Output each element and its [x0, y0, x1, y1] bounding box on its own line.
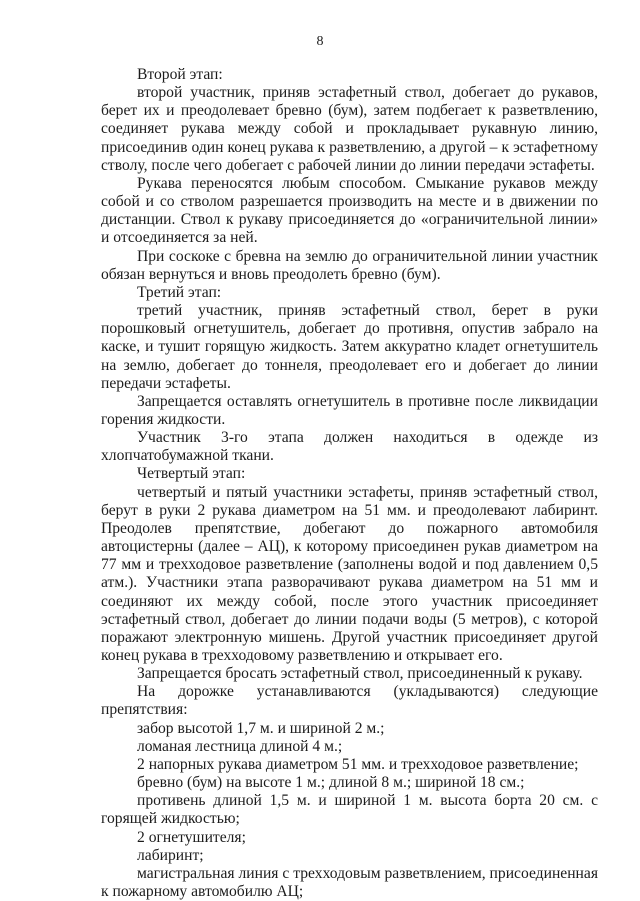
list-item-beam: бревно (бум) на высоте 1 м.; длиной 8 м.; шириной 18 см.; [137, 774, 525, 792]
paragraph-extinguisher-rule: Запрещается оставлять огнетушитель в противне после ликвидации горения жидкости. [101, 392, 598, 428]
list-item-labyrinth: лабиринт; [137, 846, 204, 864]
paragraph-stage-three-description: третий участник, приняв эстафетный ствол, берет в руки порошковый огнетушитель, добегает до противня, опустив забрало на каске, и тушит горящую жидкость. Затем аккуратно кладет огнетушитель на землю, добегает до тоннеля, преодолевает его и добегает до линии передачи эстафеты. [101, 302, 598, 392]
list-item-main-line: магистральная линия с трехходовым разветвлением, присоединенная к пожарному автомобилю АЦ; [101, 864, 598, 901]
list-item-hoses: 2 напорных рукава диаметром 51 мм. и трехходовое разветвление; [137, 755, 579, 773]
page-number: 8 [316, 34, 324, 49]
paragraph-stage-two-description: второй участник, приняв эстафетный ствол, добегает до рукавов, берет их и преодолевает бревно (бум), затем подбегает к разветвлению, соединяет рукава между собой и прокладывает рукавную линию, присоединив один конец рукава к разветвлению, а другой – к эстафетному стволу, после чего добегает с рабочей линии до линии передачи эстафеты. [101, 84, 598, 174]
paragraph-clothing-rule: Участник 3-го этапа должен находиться в одежде из хлопчатобумажной ткани. [101, 429, 598, 465]
list-item-ladder: ломаная лестница длиной 4 м.; [137, 737, 343, 755]
paragraph-nozzle-rule: Запрещается бросать эстафетный ствол, присоединенный к рукаву. [137, 665, 583, 683]
list-item-fence: забор высотой 1,7 м. и шириной 2 м.; [137, 719, 385, 737]
paragraph-beam-rule: При соскоке с бревна на землю до ограничительной линии участник обязан вернуться и вновь преодолеть бревно (бум). [101, 247, 598, 283]
paragraph-hose-rules: Рукава переносятся любым способом. Смыкание рукавов между собой и со стволом разрешается производить на месте и в движении по дистанции. Ствол к рукаву присоединяется до «ограничительной линии» и отсоединяется за ней. [101, 174, 598, 247]
heading-stage-four: Четвертый этап: [137, 465, 246, 483]
list-item-extinguishers: 2 огнетушителя; [137, 828, 246, 846]
paragraph-obstacles-intro: На дорожке устанавливаются (укладываются) следующие препятствия: [101, 683, 598, 719]
heading-stage-three: Третий этап: [137, 283, 222, 301]
heading-stage-two: Второй этап: [137, 66, 223, 83]
list-item-tray: противень длиной 1,5 м. и шириной 1 м. высота борта 20 см. с горящей жидкостью; [101, 792, 598, 828]
paragraph-stage-four-description: четвертый и пятый участники эстафеты, приняв эстафетный ствол, берут в руки 2 рукава диаметром на 51 мм. и преодолевают лабиринт. Преодолев препятствие, добегают до пожарного автомобиля автоцистерны (далее – АЦ), к которому присоединен рукав диаметром на 77 мм и трехходовое разветвление (заполнены водой и под давлением 0,5 атм.). Участники этапа разворачивают рукава диаметром на 51 мм и соединяют их между собой, после этого участник присоединяет эстафетный ствол, добегает до линии подачи воды (5 метров), с которой поражают электронную мишень. Другой участник присоединяет другой конец рукава в трехходовому разветвлению и открывает его. [101, 483, 598, 664]
document-body [101, 66, 598, 901]
